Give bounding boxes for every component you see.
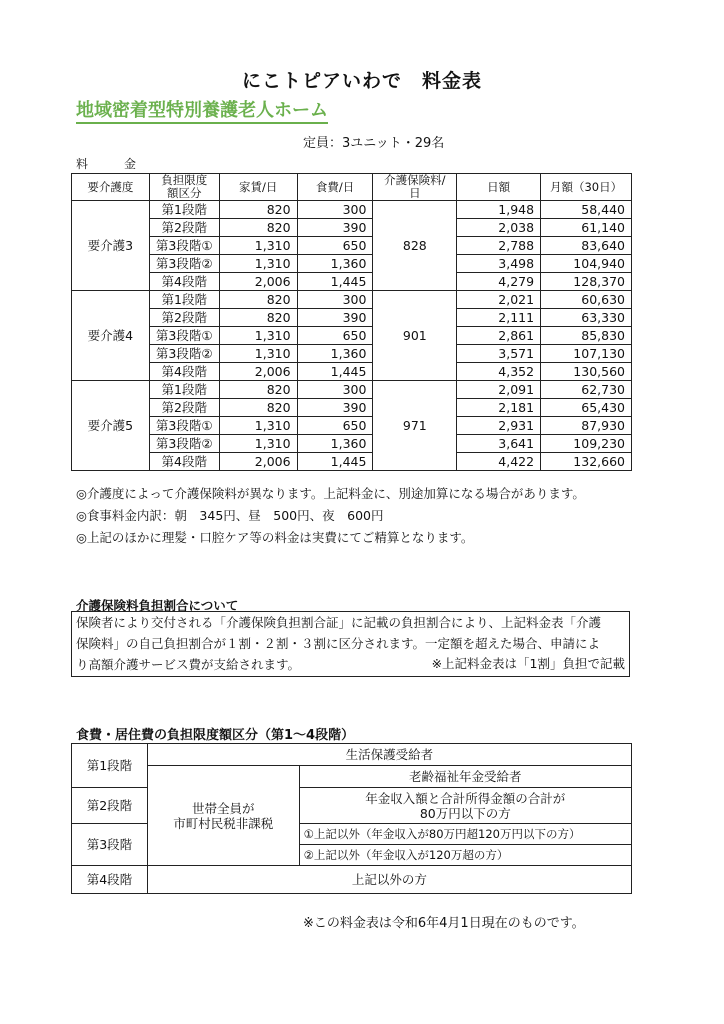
monthly-cell: 85,830: [541, 327, 632, 345]
food-cell: 300: [297, 291, 373, 309]
limit-stage-4: 第4段階: [72, 866, 148, 894]
rent-cell: 820: [219, 381, 297, 399]
header-rent: 家賃/日: [219, 174, 297, 201]
monthly-cell: 60,630: [541, 291, 632, 309]
rent-cell: 1,310: [219, 237, 297, 255]
food-cell: 1,445: [297, 363, 373, 381]
insurance-cell: 828: [373, 201, 457, 291]
rent-cell: 820: [219, 399, 297, 417]
page-title: にこトピアいわで 料金表: [241, 70, 482, 92]
note-extra-fees: ◎上記のほかに理髪・口腔ケア等の料金は実費にてご精算となります。: [76, 530, 474, 545]
rent-cell: 820: [219, 291, 297, 309]
food-cell: 390: [297, 309, 373, 327]
stage-cell: 第3段階②: [149, 345, 219, 363]
facility-subtitle: 地域密着型特別養護老人ホーム: [76, 100, 328, 124]
limit-row-welfare: [72, 744, 632, 766]
monthly-cell: 104,940: [541, 255, 632, 273]
ratio-line-3: り高額介護サービス費が支給されます。: [76, 657, 301, 672]
stage-cell: 第4段階: [149, 453, 219, 471]
ratio-note: ※上記料金表は「1割」負担で記載: [431, 656, 625, 671]
limit-household-cell: [147, 766, 299, 866]
insurance-cell: 971: [373, 381, 457, 471]
stage-cell: 第2段階: [149, 219, 219, 237]
monthly-cell: 109,230: [541, 435, 632, 453]
capacity-text: 定員：3ユニット・29名: [303, 136, 445, 151]
food-cell: 390: [297, 219, 373, 237]
limit-income-cell: [299, 788, 631, 824]
food-cell: 650: [297, 237, 373, 255]
fee-row: [72, 219, 632, 237]
stage-cell: 第3段階①: [149, 237, 219, 255]
ratio-box: [71, 611, 630, 677]
daily-cell: 4,422: [457, 453, 541, 471]
food-cell: 300: [297, 381, 373, 399]
fee-row: [72, 435, 632, 453]
food-cell: 1,445: [297, 273, 373, 291]
rent-cell: 2,006: [219, 363, 297, 381]
daily-cell: 2,021: [457, 291, 541, 309]
daily-cell: 4,279: [457, 273, 541, 291]
limit-welfare: 生活保護受給者: [147, 744, 631, 766]
limit-income-line-2: 80万円以下の方: [419, 805, 511, 821]
food-cell: 1,360: [297, 345, 373, 363]
monthly-cell: 128,370: [541, 273, 632, 291]
daily-cell: 3,641: [457, 435, 541, 453]
rent-cell: 2,006: [219, 453, 297, 471]
monthly-cell: 87,930: [541, 417, 632, 435]
rent-cell: 1,310: [219, 417, 297, 435]
fee-row: [72, 309, 632, 327]
footer-note: ※この料金表は令和6年4月1日現在のものです。: [303, 916, 585, 931]
daily-cell: 4,352: [457, 363, 541, 381]
stage-cell: 第3段階②: [149, 255, 219, 273]
ratio-heading: 介護保険料負担割合について: [76, 598, 239, 613]
rent-cell: 1,310: [219, 327, 297, 345]
monthly-cell: 83,640: [541, 237, 632, 255]
fee-row: [72, 381, 632, 399]
fee-table-body: [72, 201, 632, 471]
header-monthly: 月額（30日）: [541, 174, 632, 201]
fee-row: [72, 273, 632, 291]
food-cell: 1,360: [297, 255, 373, 273]
stage-cell: 第1段階: [149, 201, 219, 219]
daily-cell: 2,038: [457, 219, 541, 237]
rent-cell: 820: [219, 201, 297, 219]
fee-row: [72, 345, 632, 363]
stage-cell: 第3段階①: [149, 417, 219, 435]
fee-row: [72, 417, 632, 435]
limit-stage-3: 第3段階: [72, 824, 148, 866]
monthly-cell: 130,560: [541, 363, 632, 381]
care-level-cell: 要介護5: [72, 381, 150, 471]
food-cell: 300: [297, 201, 373, 219]
header-care-level: 要介護度: [72, 174, 150, 201]
limit-household-line-1: 世帯全員が: [191, 800, 255, 816]
stage-cell: 第2段階: [149, 309, 219, 327]
daily-cell: 1,948: [457, 201, 541, 219]
fee-table: [71, 173, 632, 471]
care-level-cell: 要介護3: [72, 201, 150, 291]
limit-stage-1: 第1段階: [72, 744, 148, 788]
limit-row-stage4: [72, 866, 632, 894]
limit-stage3-1: ①上記以外（年金収入が80万円超120万円以下の方）: [299, 824, 631, 845]
limit-row-pension: [72, 766, 632, 788]
stage-cell: 第3段階②: [149, 435, 219, 453]
daily-cell: 2,931: [457, 417, 541, 435]
stage-cell: 第1段階: [149, 381, 219, 399]
rent-cell: 820: [219, 219, 297, 237]
ratio-line-2: 保険料」の自己負担割合が１割・２割・３割に区分されます。一定額を超えた場合、申請によ: [76, 636, 601, 651]
header-food: 食費/日: [297, 174, 373, 201]
limit-income-line-1: 年金収入額と合計所得金額の合計が: [365, 790, 566, 806]
limit-table: [71, 743, 632, 894]
daily-cell: 3,498: [457, 255, 541, 273]
header-daily: 日額: [457, 174, 541, 201]
daily-cell: 2,091: [457, 381, 541, 399]
limit-pension: 老齢福祉年金受給者: [299, 766, 631, 788]
note-meal-breakdown: ◎食事料金内訳：朝 345円、昼 500円、夜 600円: [76, 508, 384, 523]
limit-heading: 食費・居住費の負担限度額区分（第1～4段階）: [76, 728, 355, 743]
daily-cell: 2,181: [457, 399, 541, 417]
fee-row: [72, 399, 632, 417]
stage-cell: 第3段階①: [149, 327, 219, 345]
fee-row: [72, 363, 632, 381]
header-limit-category-text: 負担限度額区分: [161, 173, 208, 200]
rent-cell: 1,310: [219, 255, 297, 273]
food-cell: 1,360: [297, 435, 373, 453]
monthly-cell: 107,130: [541, 345, 632, 363]
stage-cell: 第4段階: [149, 363, 219, 381]
limit-stage-2: 第2段階: [72, 788, 148, 824]
stage-cell: 第2段階: [149, 399, 219, 417]
food-cell: 650: [297, 417, 373, 435]
food-cell: 650: [297, 327, 373, 345]
monthly-cell: 63,330: [541, 309, 632, 327]
rent-cell: 1,310: [219, 345, 297, 363]
fee-row: [72, 291, 632, 309]
daily-cell: 2,861: [457, 327, 541, 345]
limit-stage3-2: ②上記以外（年金収入が120万超の方）: [299, 845, 631, 866]
stage-cell: 第4段階: [149, 273, 219, 291]
fee-table-header: [72, 174, 632, 201]
care-level-cell: 要介護4: [72, 291, 150, 381]
limit-household-line-2: 市町村民税非課税: [173, 815, 274, 831]
fee-label: 料金: [76, 157, 173, 171]
limit-other: 上記以外の方: [147, 866, 631, 894]
daily-cell: 3,571: [457, 345, 541, 363]
daily-cell: 2,788: [457, 237, 541, 255]
stage-cell: 第1段階: [149, 291, 219, 309]
monthly-cell: 58,440: [541, 201, 632, 219]
food-cell: 1,445: [297, 453, 373, 471]
fee-row: [72, 201, 632, 219]
fee-row: [72, 327, 632, 345]
header-insurance: 介護保険料/日: [373, 174, 457, 201]
fee-row: [72, 453, 632, 471]
monthly-cell: 65,430: [541, 399, 632, 417]
food-cell: 390: [297, 399, 373, 417]
fee-row: [72, 237, 632, 255]
insurance-cell: 901: [373, 291, 457, 381]
daily-cell: 2,111: [457, 309, 541, 327]
rent-cell: 2,006: [219, 273, 297, 291]
monthly-cell: 62,730: [541, 381, 632, 399]
rent-cell: 820: [219, 309, 297, 327]
note-care-level: ◎介護度によって介護保険料が異なります。上記料金に、別途加算になる場合があります。: [76, 486, 585, 501]
rent-cell: 1,310: [219, 435, 297, 453]
ratio-line-1: 保険者により交付される「介護保険負担割合証」に記載の負担割合により、上記料金表「介護: [76, 615, 602, 630]
header-limit-category: [149, 174, 219, 201]
monthly-cell: 61,140: [541, 219, 632, 237]
fee-row: [72, 255, 632, 273]
monthly-cell: 132,660: [541, 453, 632, 471]
